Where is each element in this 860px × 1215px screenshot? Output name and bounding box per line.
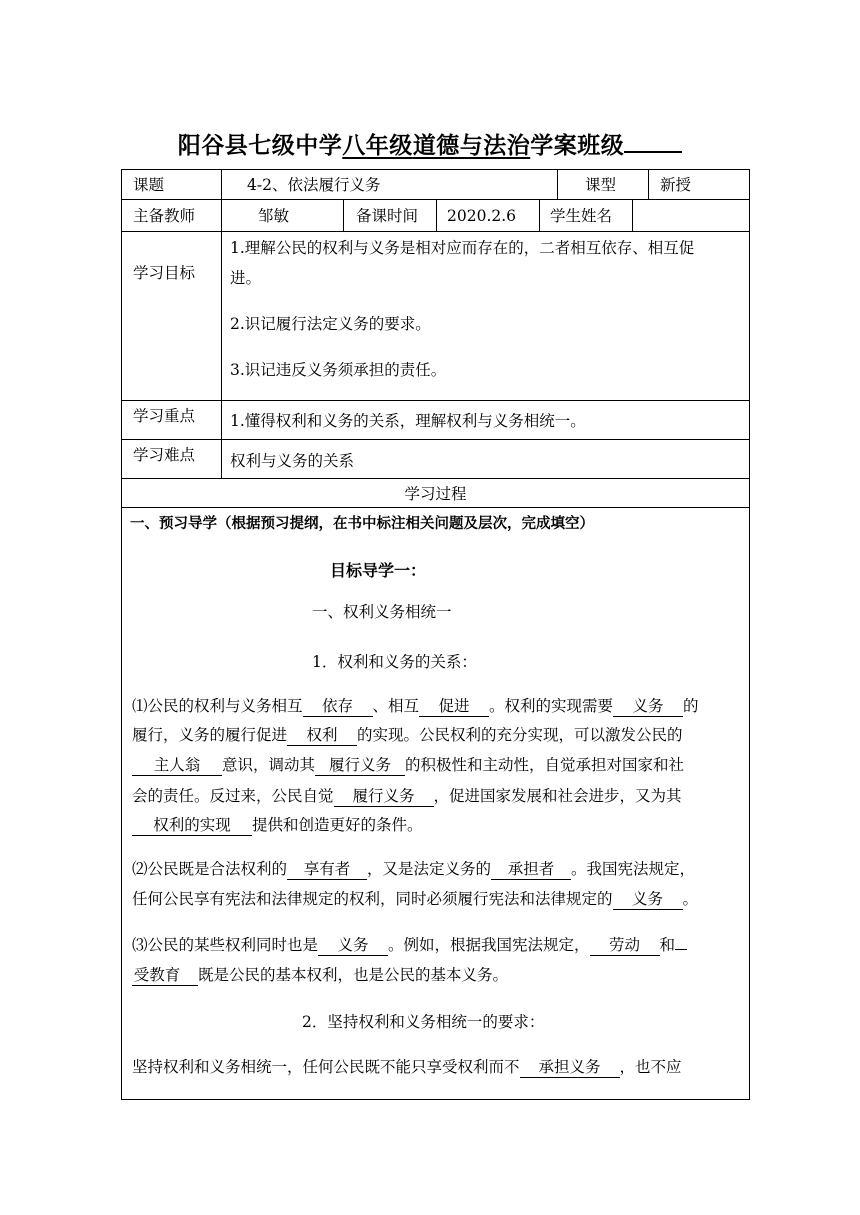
blank-answer[interactable]: 劳动 [590, 935, 660, 956]
blank-answer[interactable]: 承担者 [491, 859, 571, 880]
section-title: 一、预习导学（根据预习提纲，在书中标注相关问题及层次，完成填空） [130, 516, 594, 532]
col-divider [557, 169, 558, 199]
goal-guide-title: 目标导学一： [330, 561, 427, 580]
school-name: 阳谷县七级中学 [177, 133, 343, 159]
blank-answer[interactable]: 权利的实现 [132, 815, 252, 836]
lesson-table [121, 169, 750, 1100]
type-label: 课型 [585, 176, 617, 194]
col-divider [436, 199, 437, 231]
row-divider [121, 507, 750, 508]
difficulty-label: 学习难点 [133, 446, 196, 464]
sub-title: 一、权利义务相统一 [312, 603, 452, 621]
col-divider [539, 199, 540, 231]
page-title [0, 127, 860, 160]
blank-answer[interactable]: 义务 [318, 935, 388, 956]
p1-line2: 履行，义务的履行促进 权利 的实现。公民权利的充分实现，可以激发公民的 [132, 726, 683, 744]
blank-answer[interactable]: 享有者 [287, 859, 367, 880]
focus-text: 1.懂得权利和义务的关系，理解权利与义务相统一。 [230, 412, 586, 430]
grade: 八年级 [342, 133, 413, 159]
time-value: 2020.2.6 [447, 207, 517, 225]
process-header: 学习过程 [404, 485, 467, 503]
blank-answer[interactable]: 受教育 [132, 965, 198, 986]
point-2: 2．坚持权利和义务相统一的要求： [302, 1013, 545, 1031]
row-divider [121, 231, 750, 232]
topic-label: 课题 [133, 176, 165, 194]
teacher-label: 主备教师 [133, 207, 196, 225]
row-divider [121, 400, 750, 401]
blank-answer[interactable]: 依存 [303, 696, 373, 717]
blank-answer[interactable]: 履行义务 [334, 786, 434, 807]
subject: 道德与法治 [412, 133, 531, 159]
col-divider [632, 199, 633, 231]
blank-answer[interactable] [675, 949, 687, 950]
title-suffix: 学案班级 [530, 133, 625, 159]
goal-2: 2.识记履行法定义务的要求。 [230, 315, 431, 333]
goal-3: 3.识记违反义务须承担的责任。 [230, 361, 447, 379]
p1-line3: 主人翁 意识，调动其 履行义务 的积极性和主动性，自觉承担对国家和社 [132, 755, 684, 776]
student-label: 学生姓名 [550, 207, 613, 225]
row-divider [121, 478, 750, 479]
goal-1-line1: 1.理解公民的权利与义务是相对应而存在的，二者相互依存、相互促 [230, 239, 695, 257]
focus-label: 学习重点 [133, 407, 196, 425]
goal-1-line2: 进。 [230, 269, 262, 287]
blank-answer[interactable]: 权利 [287, 725, 357, 746]
p3-line1: ⑶公民的某些权利同时也是 义务 。例如，根据我国宪法规定， 劳动 和 [132, 935, 687, 956]
p2-line1: ⑵公民既是合法权利的 享有者 ，又是法定义务的 承担者 。我国宪法规定， [132, 860, 696, 878]
col-divider [648, 169, 649, 199]
p2-line2: 任何公民享有宪法和法律规定的权利，同时必须履行宪法和法律规定的 义务 。 [132, 890, 699, 908]
p4-line1: 坚持权利和义务相统一，任何公民既不能只享受权利而不 承担义务 ，也不应 [132, 1058, 682, 1076]
p1-line4: 会的责任。反过来，公民自觉 履行义务 ，促进国家发展和社会进步，又为其 [132, 787, 682, 805]
p1-line1: ⑴公民的权利与义务相互 依存 、相互 促进 。权利的实现需要 义务 的 [132, 697, 699, 715]
difficulty-text: 权利与义务的关系 [230, 452, 355, 470]
blank-answer[interactable]: 促进 [419, 696, 489, 717]
blank-answer[interactable]: 履行义务 [315, 755, 405, 776]
row-divider [121, 439, 750, 440]
blank-answer[interactable]: 义务 [613, 889, 683, 910]
class-blank [624, 133, 682, 153]
blank-answer[interactable]: 义务 [613, 696, 683, 717]
topic-value: 4-2、依法履行义务 [247, 176, 381, 194]
col-divider [221, 169, 222, 478]
goals-label: 学习目标 [133, 264, 196, 282]
p1-line5: 权利的实现 提供和创造更好的条件。 [132, 815, 423, 836]
type-value: 新授 [660, 176, 692, 194]
point-1: 1．权利和义务的关系： [312, 653, 477, 671]
blank-answer[interactable]: 主人翁 [132, 755, 222, 776]
col-divider [343, 199, 344, 231]
time-label: 备课时间 [356, 207, 419, 225]
teacher-value: 邹敏 [258, 207, 290, 225]
blank-answer[interactable]: 承担义务 [520, 1057, 620, 1078]
p3-line2: 受教育 既是公民的基本权利，也是公民的基本义务。 [133, 966, 509, 984]
